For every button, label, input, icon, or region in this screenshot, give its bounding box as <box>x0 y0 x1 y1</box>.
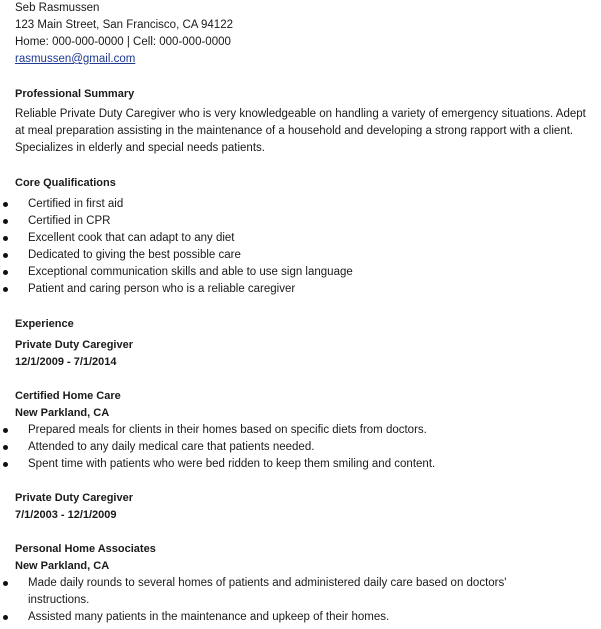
list-item: Spent time with patients who were bed ridden to keep them smiling and content. <box>15 456 595 473</box>
list-item: Certified in first aid <box>15 196 595 213</box>
list-item: Excellent cook that can adapt to any diet <box>15 230 595 247</box>
candidate-name: Seb Rasmussen <box>15 2 100 14</box>
bullet-icon <box>3 236 8 241</box>
address: 123 Main Street, San Francisco, CA 94122 <box>15 19 233 31</box>
bullet-icon <box>3 253 8 258</box>
job-location: New Parkland, CA <box>15 407 110 419</box>
job-company: Certified Home Care <box>15 390 121 402</box>
job-title: Private Duty Caregiver <box>15 339 133 351</box>
list-item: Dedicated to giving the best possible care <box>15 247 595 264</box>
bullet-icon <box>3 270 8 275</box>
list-item: Assisted many patients in the maintenance and upkeep of their homes. <box>15 609 535 626</box>
job-location: New Parkland, CA <box>15 560 110 572</box>
email-link[interactable]: rasmussen@gmail.com <box>15 53 136 65</box>
bullet-icon <box>3 581 8 586</box>
bullet-icon <box>3 445 8 450</box>
list-item: Exceptional communication skills and able to use sign language <box>15 264 595 281</box>
job-duties-list <box>15 575 535 626</box>
qualifications-list <box>15 196 595 298</box>
job-company: Personal Home Associates <box>15 543 156 555</box>
bullet-icon <box>3 428 8 433</box>
job-dates: 7/1/2003 - 12/1/2009 <box>15 509 117 521</box>
job-title: Private Duty Caregiver <box>15 492 133 504</box>
bullet-icon <box>3 202 8 207</box>
summary-heading: Professional Summary <box>15 88 135 100</box>
list-item: Patient and caring person who is a reliable caregiver <box>15 281 595 298</box>
experience-heading: Experience <box>15 318 74 330</box>
phone-numbers: Home: 000-000-0000 | Cell: 000-000-0000 <box>15 36 231 48</box>
bullet-icon <box>3 287 8 292</box>
job-dates: 12/1/2009 - 7/1/2014 <box>15 356 117 368</box>
bullet-icon <box>3 219 8 224</box>
list-item: Attended to any daily medical care that patients needed. <box>15 439 595 456</box>
qualifications-heading: Core Qualifications <box>15 177 116 189</box>
list-item: Made daily rounds to several homes of patients and administered daily care based on doctors' instructions. <box>15 575 535 609</box>
list-item: Certified in CPR <box>15 213 595 230</box>
bullet-icon <box>3 615 8 620</box>
summary-text: Reliable Private Duty Caregiver who is very knowledgeable on handling a variety of emergency situations. Adept at meal preparation assisting in the maintenance of a household and developing a strong rapport with a client. Specializes in elderly and special needs patients. <box>15 108 586 154</box>
list-item: Prepared meals for clients in their homes based on specific diets from doctors. <box>15 422 595 439</box>
bullet-icon <box>3 462 8 467</box>
job-duties-list <box>15 422 595 473</box>
